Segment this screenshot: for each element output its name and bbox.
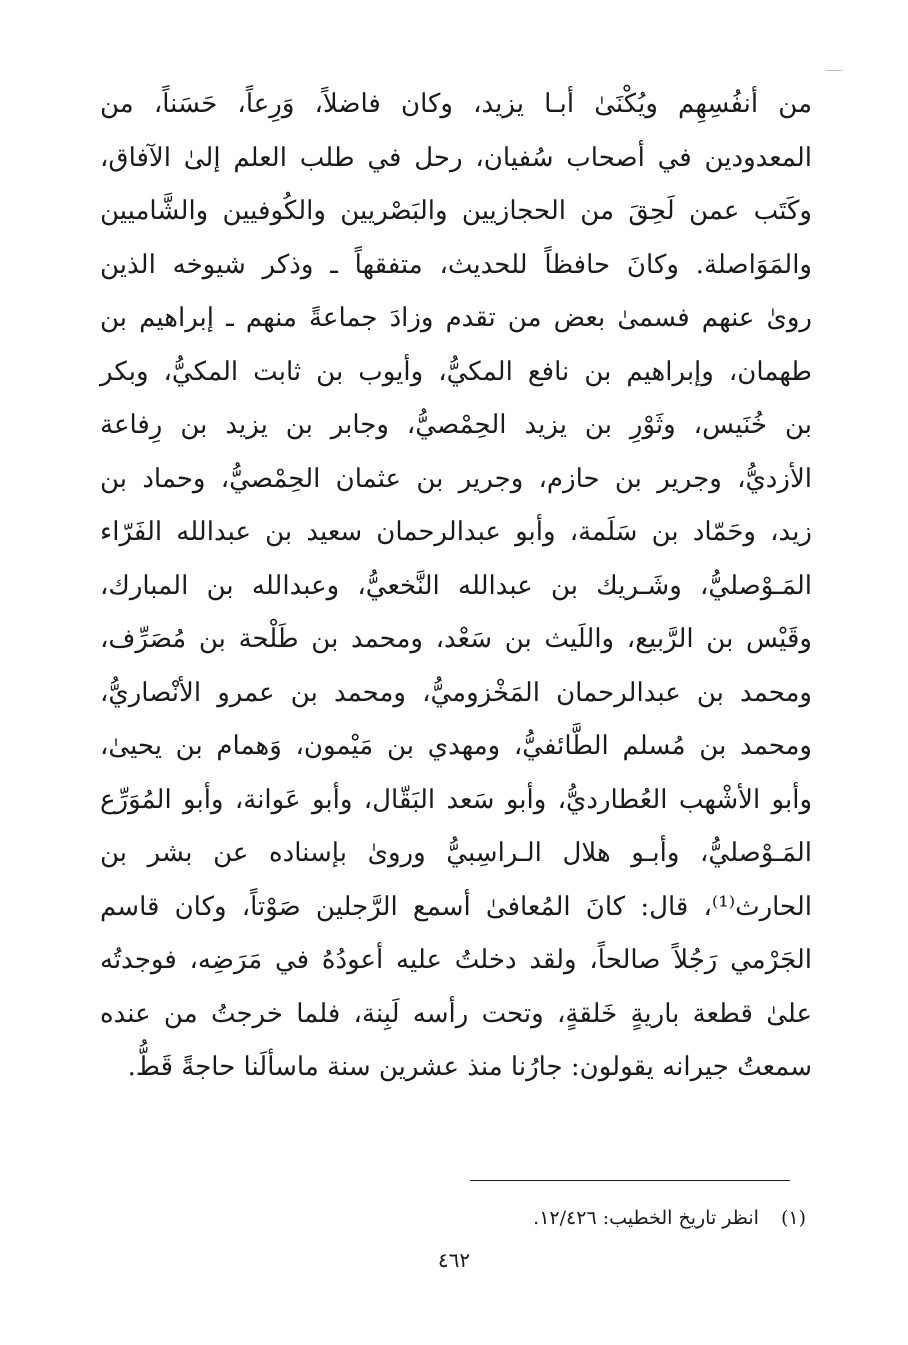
margin-mark	[826, 70, 842, 71]
text-line: طهمان، وإبراهيم بن نافع المكيُّ، وأيوب بن ثابت المكيُّ، وبكر	[100, 356, 812, 387]
text-line: ومحمد بن عبدالرحمان المَخْزوميُّ، ومحمد بن عمرو الأنْصاريُّ،	[100, 677, 812, 708]
text-line: المَـوْصليُّ، وشَـريك بن عبدالله النَّخعيُّ، وعبدالله بن المبارك،	[100, 570, 812, 601]
footnote-divider	[470, 1180, 790, 1181]
text-line: ومحمد بن مُسلم الطَّائفيُّ، ومهدي بن مَيْمون، وَهمام بن يحيىٰ،	[100, 731, 812, 761]
text-line: بن خُنَيس، وثَوْرِ بن يزيد الحِمْصيُّ، وجابر بن يزيد بن رِفاعة	[100, 410, 812, 440]
text-line: الحارث⁽¹⁾، قال: كانَ المُعافىٰ أسمع الرَّجلين صَوْتاً، وكان قاسم	[100, 891, 812, 922]
text-line: زيد، وحَمّاد بن سَلَمة، وأبو عبدالرحمان سعيد بن عبدالله الفَرّاء	[100, 517, 812, 547]
text-line: وقَيْس بن الرَّبيع، واللَيث بن سَعْد، ومحمد بن طَلْحة بن مُصَرِّف،	[100, 624, 812, 654]
text-line: وكَتَب عمن لَحِقَ من الحجازيين والبَصْريين والكُوفيين والشَّاميين	[100, 196, 812, 226]
text-line: وأبو الأشْهب العُطارديُّ، وأبو سَعد البَقّال، وأبو عَوانة، وأبو المُوَرِّع	[100, 784, 812, 815]
text-line: والمَوَاصلة. وكانَ حافظاً للحديث، متفقهاً ـ وذكر شيوخه الذين	[100, 249, 812, 280]
footnote-number: (١)	[780, 1207, 806, 1229]
text-line: الأزديُّ، وجرير بن حازم، وجرير بن عثمان الحِمْصيُّ، وحماد بن	[100, 463, 812, 494]
page-number: ٤٦٢	[437, 1248, 471, 1272]
text-line: المعدودين في أصحاب سُفيان، رحل في طلب العلم إلىٰ الآفاق،	[100, 142, 812, 173]
footnote	[533, 1204, 806, 1232]
text-line-last: سمعتُ جيرانه يقولون: جارُنا منذ عشرين سنة ماسألَنا حاجةً قَطُّ.	[127, 1052, 812, 1082]
main-text-block	[100, 78, 812, 1095]
text-line: روىٰ عنهم فسمىٰ بعض من تقدم وزادَ جماعةً منهم ـ إبراهيم بن	[100, 303, 812, 333]
text-line: علىٰ قطعة باريةٍ خَلقةٍ، وتحت رأسه لَبِنة، فلما خرجتُ من عنده	[100, 998, 812, 1029]
footnote-text: انظر تاريخ الخطيب: ١٢/٤٢٦.	[533, 1207, 759, 1229]
text-line: المَـوْصليُّ، وأبـو هلال الـراسِبيُّ وروىٰ بإسناده عن بشر بن	[100, 838, 812, 868]
text-line: من أنفُسِهِم ويُكْنَىٰ أبـا يزيد، وكان فاضلاً، وَرِعاً، حَسَناً، من	[100, 89, 812, 119]
text-line: الجَرْمي رَجُلاً صالحاً، ولقد دخلتُ عليه أعودُهُ في مَرَضِه، فوجدتُه	[100, 945, 812, 975]
